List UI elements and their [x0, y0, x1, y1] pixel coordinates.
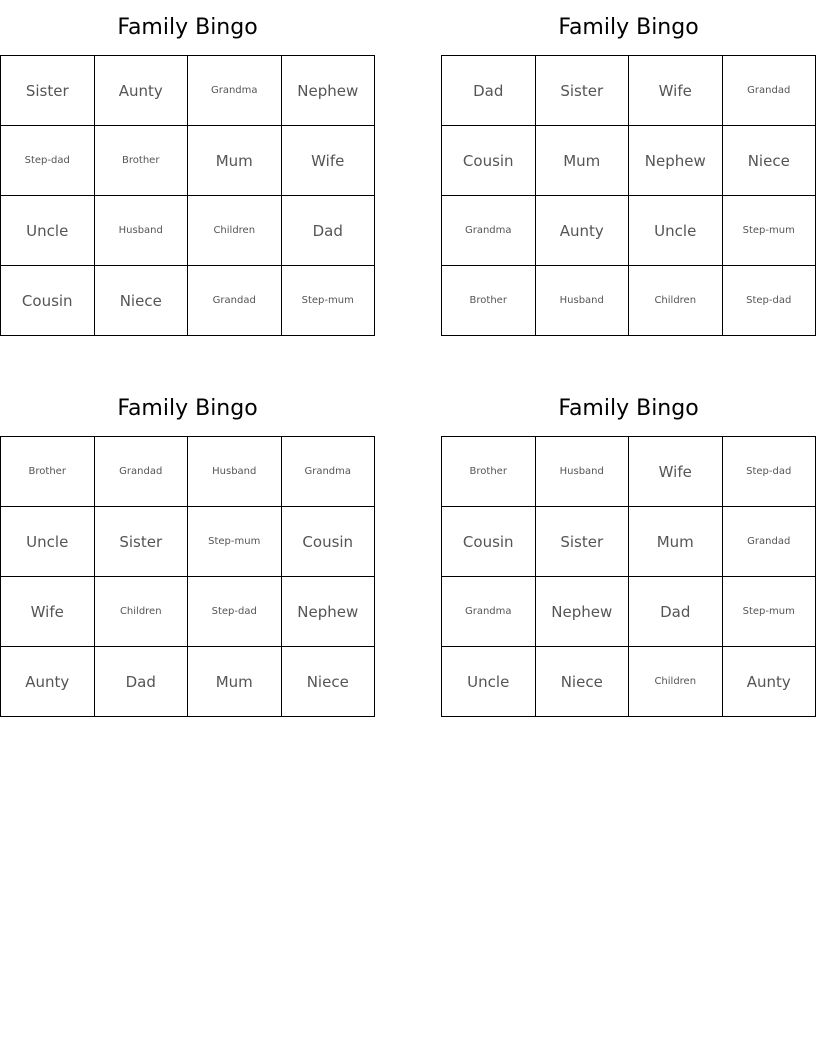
bingo-cell: Husband	[95, 196, 189, 266]
bingo-cell: Children	[188, 196, 282, 266]
bingo-cell: Aunty	[1, 647, 95, 717]
bingo-cell: Step-dad	[723, 266, 816, 336]
bingo-cell: Brother	[442, 437, 536, 507]
bingo-cell: Grandma	[282, 437, 376, 507]
bingo-cell: Cousin	[282, 507, 376, 577]
bingo-cell: Wife	[629, 56, 723, 126]
bingo-cell: Nephew	[282, 56, 376, 126]
bingo-cell: Husband	[188, 437, 282, 507]
bingo-cell: Uncle	[442, 647, 536, 717]
bingo-cell: Step-dad	[188, 577, 282, 647]
bingo-cell: Grandad	[188, 266, 282, 336]
bingo-grid	[0, 55, 375, 336]
bingo-cell: Step-mum	[282, 266, 376, 336]
bingo-cell: Mum	[536, 126, 630, 196]
bingo-cell: Cousin	[442, 507, 536, 577]
bingo-cell: Niece	[282, 647, 376, 717]
bingo-cell: Aunty	[95, 56, 189, 126]
bingo-card	[441, 381, 816, 717]
bingo-cell: Dad	[282, 196, 376, 266]
bingo-cell: Sister	[95, 507, 189, 577]
bingo-cell: Wife	[629, 437, 723, 507]
bingo-cell: Niece	[723, 126, 816, 196]
bingo-cell: Mum	[629, 507, 723, 577]
bingo-cell: Children	[95, 577, 189, 647]
bingo-cell: Uncle	[1, 507, 95, 577]
bingo-cell: Brother	[1, 437, 95, 507]
bingo-cell: Step-mum	[723, 577, 816, 647]
card-title: Family Bingo	[117, 396, 258, 421]
bingo-cell: Step-mum	[188, 507, 282, 577]
bingo-cell: Cousin	[442, 126, 536, 196]
bingo-cell: Mum	[188, 647, 282, 717]
bingo-cell: Dad	[442, 56, 536, 126]
bingo-grid	[0, 436, 375, 717]
bingo-cell: Husband	[536, 437, 630, 507]
card-title: Family Bingo	[117, 15, 258, 40]
bingo-cell: Grandma	[442, 577, 536, 647]
bingo-cell: Step-mum	[723, 196, 816, 266]
bingo-cell: Aunty	[536, 196, 630, 266]
bingo-cell: Sister	[536, 56, 630, 126]
card-title: Family Bingo	[558, 396, 699, 421]
bingo-grid	[441, 436, 816, 717]
bingo-cell: Grandma	[188, 56, 282, 126]
bingo-cell: Grandad	[723, 56, 816, 126]
bingo-cell: Sister	[1, 56, 95, 126]
bingo-cell: Sister	[536, 507, 630, 577]
bingo-cell: Nephew	[536, 577, 630, 647]
bingo-cell: Niece	[536, 647, 630, 717]
bingo-cell: Wife	[282, 126, 376, 196]
bingo-cell: Aunty	[723, 647, 816, 717]
bingo-cell: Dad	[629, 577, 723, 647]
bingo-cell: Nephew	[629, 126, 723, 196]
bingo-cell: Uncle	[629, 196, 723, 266]
bingo-cell: Children	[629, 647, 723, 717]
bingo-card	[0, 0, 375, 336]
bingo-card	[441, 0, 816, 336]
bingo-cell: Wife	[1, 577, 95, 647]
bingo-cell: Grandad	[95, 437, 189, 507]
bingo-cell: Grandad	[723, 507, 816, 577]
bingo-cell: Nephew	[282, 577, 376, 647]
bingo-cell: Children	[629, 266, 723, 336]
bingo-cell: Step-dad	[1, 126, 95, 196]
bingo-cell: Uncle	[1, 196, 95, 266]
bingo-cell: Cousin	[1, 266, 95, 336]
bingo-cell: Grandma	[442, 196, 536, 266]
bingo-grid	[441, 55, 816, 336]
bingo-cell: Brother	[442, 266, 536, 336]
bingo-cell: Step-dad	[723, 437, 816, 507]
bingo-cell: Mum	[188, 126, 282, 196]
bingo-cell: Niece	[95, 266, 189, 336]
card-title: Family Bingo	[558, 15, 699, 40]
bingo-cell: Brother	[95, 126, 189, 196]
bingo-cell: Dad	[95, 647, 189, 717]
bingo-cell: Husband	[536, 266, 630, 336]
bingo-card	[0, 381, 375, 717]
